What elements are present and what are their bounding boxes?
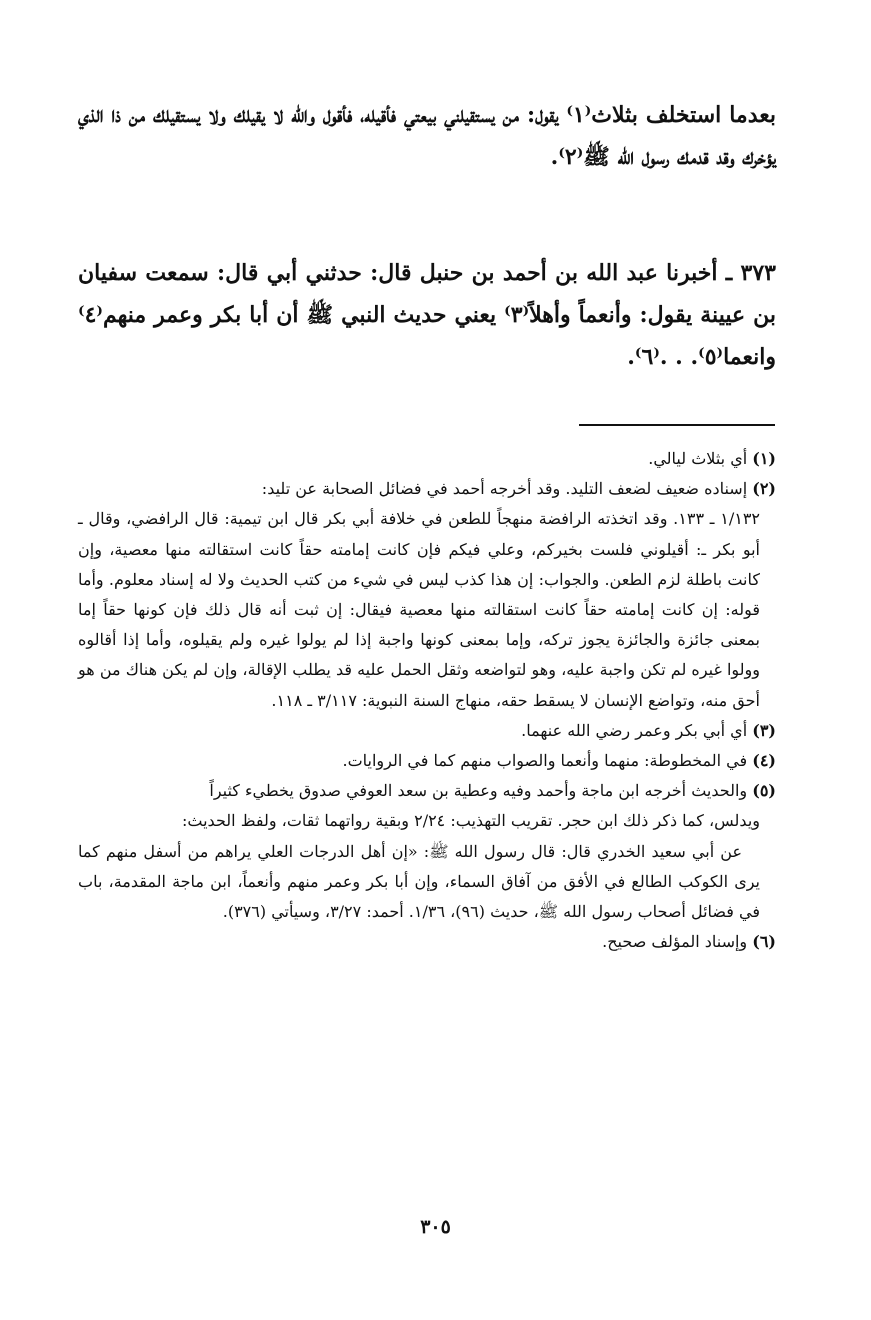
continuation-paragraph: بعدما استخلف بثلاث⁽١⁾ يقول: من يستقيلني بيعتي فأقيله، فأقول والله لا يقيلك ولا يستقيلك من ذا الذي يؤخرك وقد قدمك رسول الله ﷺ⁽٢⁾. <box>78 102 776 170</box>
footnote-text: والحديث أخرجه ابن ماجة وأحمد وفيه وعطية بن سعد العوفي صدوق يخطيء كثيراً <box>209 781 748 801</box>
footnote-number: (٤) <box>752 751 776 771</box>
footnote-5-quote: عن أبي سعيد الخدري قال: قال رسول الله ﷺ: «إن أهل الدرجات العلي يراهم من أسفل منهم كما يرى الكوكب الطالع في الأفق من آفاق السماء، وإن أبا بكر وعمر منهم وأنعماً، ابن ماجة المقدمة، باب في فضائل أصحاب رسول الله ﷺ، حديث (٩٦)، ١/٣٦. أحمد: ٣/٢٧، وسيأتي (٣٧٦). <box>78 841 760 922</box>
footnote-text: وإسناد المؤلف صحيح. <box>602 932 748 952</box>
footnote-3 <box>78 716 776 746</box>
footnote-6 <box>78 927 776 957</box>
footnote-1 <box>78 444 776 474</box>
footnote-text: إسناده ضعيف لضعف التليد. وقد أخرجه أحمد في فضائل الصحابة عن تليد: <box>261 479 748 499</box>
footnote-5 <box>78 776 776 806</box>
hadith-paragraph <box>78 252 776 378</box>
footnote-2 <box>78 474 776 504</box>
footnote-separator <box>579 424 775 426</box>
footnotes <box>78 444 776 957</box>
page-number: ٣٠٥ <box>420 1216 451 1238</box>
footnote-number: (٢) <box>752 479 776 499</box>
footnote-number: (١) <box>752 449 776 468</box>
hadith-entry <box>78 252 776 378</box>
footnote-number: (٣) <box>752 720 776 740</box>
hadith-number: ٣٧٣ ـ <box>725 260 776 286</box>
footnote-text: أي أبي بكر وعمر رضي الله عنهما. <box>521 720 748 740</box>
footnote-2-body: ١/١٣٢ ـ ١٣٣. وقد اتخذته الرافضة منهجاً للطعن في خلافة أبي بكر قال ابن تيمية: قال الرافضي، وقال ـ أبو بكر ـ: أقيلوني فلست بخيركم، وعلي فيكم فإن كانت إمامته حقاً كانت استقالته منها معصية، وإن كانت باطلة لزم الطعن. والجواب: إن هذا كذب ليس في شيء من كتب الحديث ولا له إسناد معلوم. وأما قوله: إن كانت إمامته حقاً كانت استقالته منها معصية فيقال: إن ثبت أنه قال ذلك فإن كونها حقاً إما بمعنى جائزة والجائزة يجوز تركه، وإما بمعنى كونها واجبة إذا لم يولوا غيره ولم يقيلوه، وأما إذا أقالوه وولوا غيره لم تكن واجبة عليه، وهو لتواضعه وثقل الحمل عليه قد يطلب الإقالة، وإن لم يكن هناك من هو أحق منه، وتواضع الإنسان لا يسقط حقه، منهاج السنة النبوية: ٣/١١٧ ـ ١١٨. <box>78 509 761 710</box>
hadith-text: أخبرنا عبد الله بن أحمد بن حنبل قال: حدثني أبي قال: سمعت سفيان بن عيينة يقول: وأنعماً وأهلاً⁽٣⁾ يعني حديث النبي ﷺ أن أبا بكر وعمر منهم⁽٤⁾ وانعما⁽٥⁾. . .⁽٦⁾. <box>78 260 776 370</box>
footnote-5-body: ويدلس، كما ذكر ذلك ابن حجر. تقريب التهذيب: ٢/٢٤ وبقية رواتهما ثقات، ولفظ الحديث: <box>182 811 760 831</box>
footnote-number: (٥) <box>752 781 776 801</box>
footnote-number: (٦) <box>752 932 776 952</box>
footnote-4 <box>78 746 776 776</box>
footnote-text: أي بثلاث ليالي. <box>648 449 748 468</box>
main-text-continuation <box>78 94 776 178</box>
footnote-text: في المخطوطة: منهما وأنعما والصواب منهم كما في الروايات. <box>342 751 748 771</box>
